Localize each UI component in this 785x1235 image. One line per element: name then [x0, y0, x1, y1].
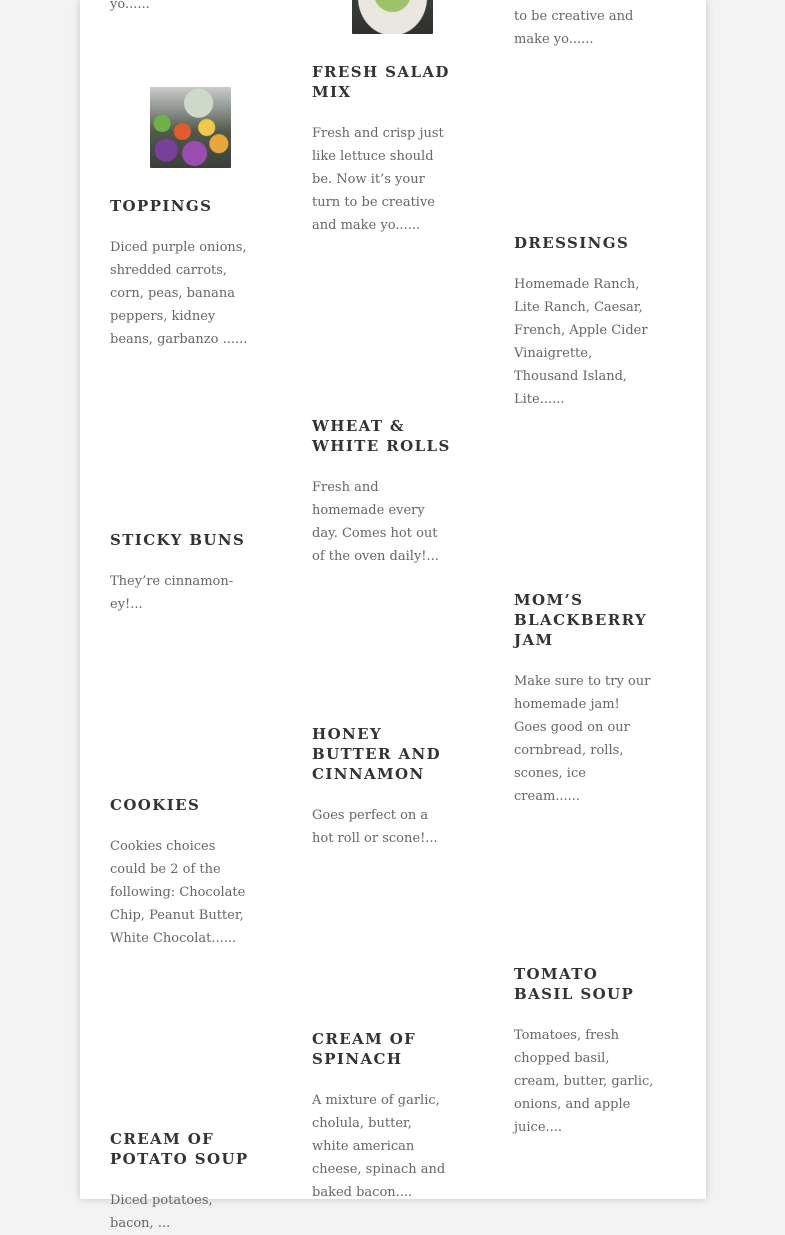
- item-description: Tomatoes, fresh chopped basil, cream, butter, garlic, onions, and apple juice....: [514, 1028, 654, 1135]
- item-description: Fresh and crisp just like lettuce should be. Now it’s your turn to be creative and make yo......: [312, 126, 444, 233]
- item-title[interactable]: FRESH SALAD MIX: [312, 63, 450, 101]
- item-description: yo......: [110, 0, 150, 12]
- menu-item-cookies: [110, 795, 250, 950]
- item-description: Goes perfect on a hot roll or scone!...: [312, 808, 438, 846]
- item-description: A mixture of garlic, cholula, butter, white american cheese, spinach and baked bacon....: [312, 1093, 446, 1200]
- item-title[interactable]: HONEY BUTTER AND CINNAMON: [312, 725, 442, 783]
- item-description: Make sure to try our homemade jam! Goes good on our cornbread, rolls, scones, ice cream......: [514, 674, 651, 804]
- menu-page: [80, 0, 706, 1231]
- item-title[interactable]: DRESSINGS: [514, 234, 630, 252]
- item-title[interactable]: COOKIES: [110, 796, 201, 814]
- item-title[interactable]: TOPPINGS: [110, 197, 213, 215]
- toppings-photo[interactable]: [150, 87, 231, 168]
- menu-item-dressings: [514, 233, 654, 411]
- item-title[interactable]: WHEAT & WHITE ROLLS: [312, 417, 451, 455]
- item-title[interactable]: CREAM OF SPINACH: [312, 1030, 417, 1068]
- menu-item-honey-butter: [312, 724, 452, 850]
- menu-item-potato-soup: [110, 1129, 250, 1235]
- item-description: Homemade Ranch, Lite Ranch, Caesar, French, Apple Cider Vinaigrette, Thousand Island, Lite......: [514, 277, 648, 407]
- item-title[interactable]: STICKY BUNS: [110, 531, 246, 549]
- item-title[interactable]: TOMATO BASIL SOUP: [514, 965, 635, 1003]
- menu-item-partial-col1: [110, 0, 250, 16]
- item-description: Cookies choices could be 2 of the following: Chocolate Chip, Peanut Butter, White Chocolat......: [110, 839, 246, 946]
- menu-item-tomato-basil-soup: [514, 964, 654, 1139]
- menu-item-blackberry-jam: [514, 590, 654, 808]
- salad-photo[interactable]: [352, 0, 433, 34]
- item-description: They’re cinnamon-ey!...: [110, 574, 234, 612]
- item-title[interactable]: MOM’S BLACKBERRY JAM: [514, 591, 648, 649]
- menu-item-cream-of-spinach: [312, 1029, 452, 1204]
- menu-item-fresh-salad-mix: [312, 62, 452, 237]
- item-description: Diced potatoes, bacon, ...: [110, 1193, 213, 1231]
- menu-item-toppings: [110, 196, 250, 351]
- item-description: Diced purple onions, shredded carrots, corn, peas, banana peppers, kidney beans, garbanzo ......: [110, 240, 248, 347]
- item-title[interactable]: CREAM OF POTATO SOUP: [110, 1130, 249, 1168]
- menu-item-sticky-buns: [110, 530, 250, 616]
- menu-item-rolls: [312, 416, 452, 568]
- menu-item-partial-col3: [514, 5, 654, 51]
- item-description: to be creative and make yo......: [514, 9, 634, 47]
- item-description: Fresh and homemade every day. Comes hot out of the oven daily!...: [312, 480, 439, 564]
